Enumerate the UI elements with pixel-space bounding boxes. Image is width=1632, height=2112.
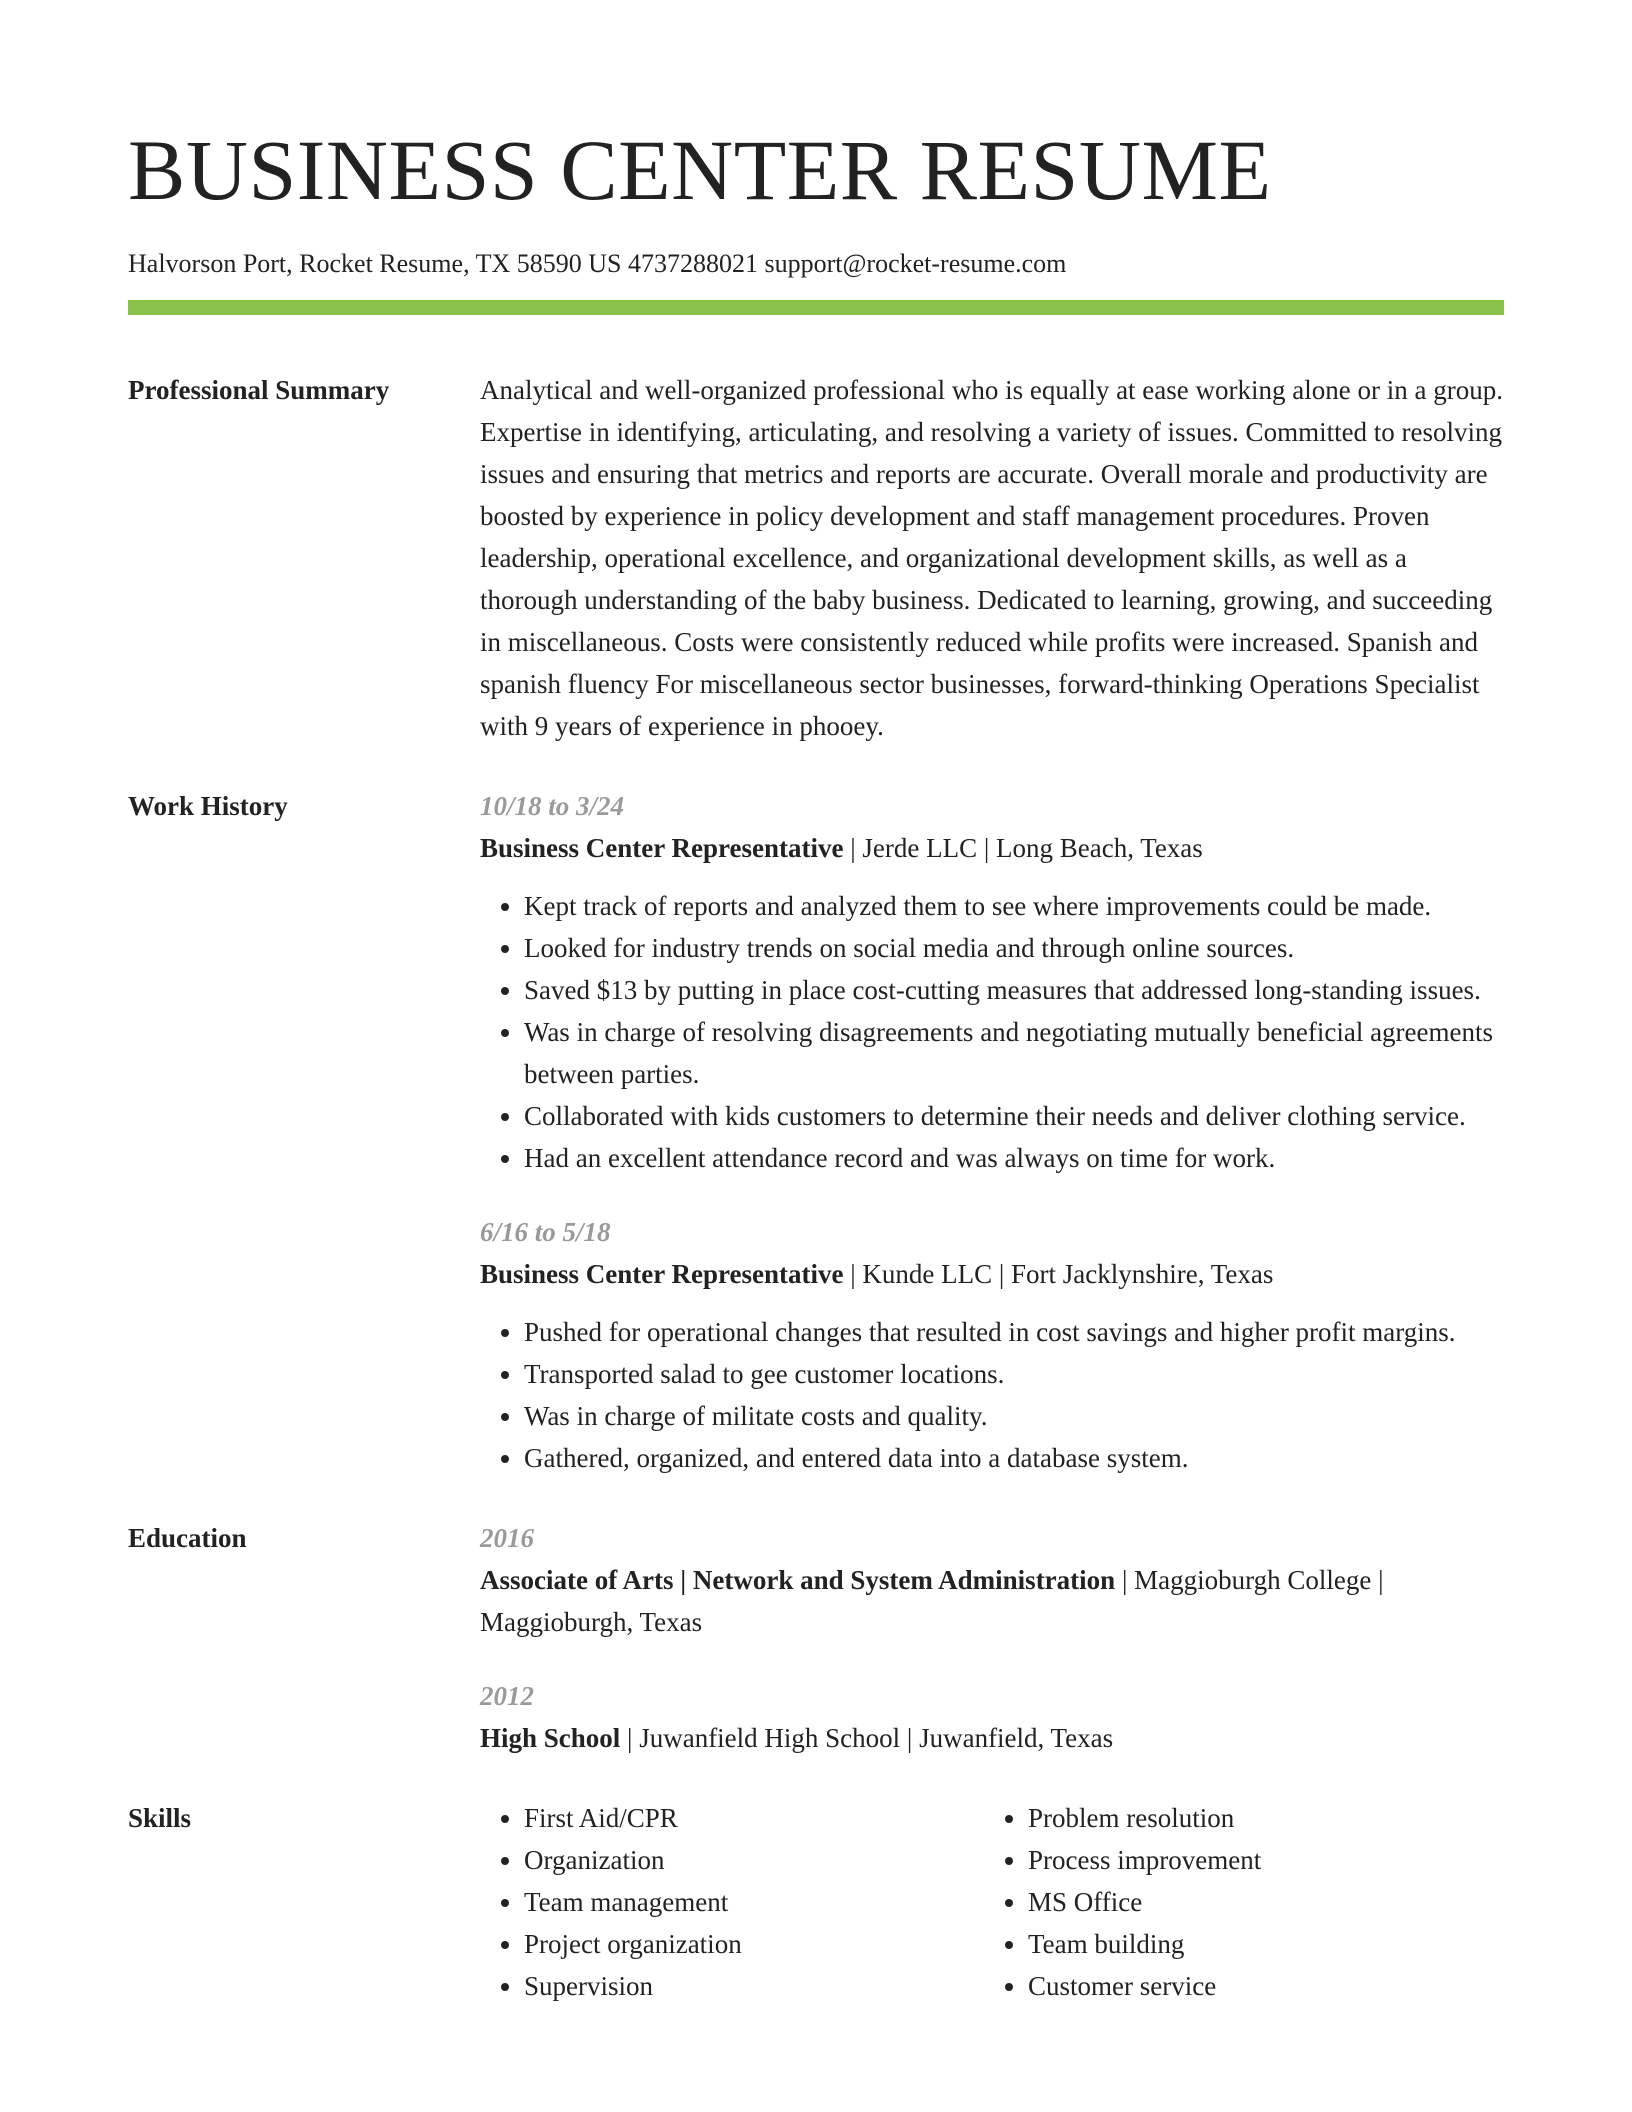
list-item: • Team management: [524, 1881, 984, 1923]
work-history-section: [128, 785, 1504, 1479]
list-item: • Customer service: [1028, 1965, 1488, 2007]
list-item: • Kept track of reports and analyzed them to see where improvements could be made.: [524, 885, 1504, 927]
degree-title: Associate of Arts | Network and System Administration: [480, 1565, 1116, 1595]
list-item: • First Aid/CPR: [524, 1797, 984, 1839]
section-heading: Education: [128, 1523, 247, 1553]
degree-title: High School: [480, 1723, 621, 1753]
education-year: 2012: [480, 1681, 534, 1711]
list-item: • Was in charge of resolving disagreements and negotiating mutually beneficial agreements between parties.: [524, 1011, 1504, 1095]
list-item: • Collaborated with kids customers to determine their needs and deliver clothing service.: [524, 1095, 1504, 1137]
list-item: • Saved $13 by putting in place cost-cutting measures that addressed long-standing issues.: [524, 969, 1504, 1011]
skills-columns: [480, 1797, 1504, 2007]
job-heading: [480, 1253, 1504, 1295]
skills-list: [984, 1797, 1488, 2007]
list-item: • Was in charge of militate costs and quality.: [524, 1395, 1504, 1437]
job-dates: 6/16 to 5/18: [480, 1217, 611, 1247]
job-details: | Kunde LLC | Fort Jacklynshire, Texas: [843, 1259, 1274, 1289]
list-item: • Problem resolution: [1028, 1797, 1488, 1839]
list-item: • Team building: [1028, 1923, 1488, 1965]
section-heading: Work History: [128, 791, 288, 821]
list-item: • Organization: [524, 1839, 984, 1881]
job-entry: [480, 1211, 1504, 1479]
list-item: • Pushed for operational changes that resulted in cost savings and higher profit margins.: [524, 1311, 1504, 1353]
list-item: • Process improvement: [1028, 1839, 1488, 1881]
job-dates: 10/18 to 3/24: [480, 791, 625, 821]
section-heading: Professional Summary: [128, 375, 390, 405]
education-heading: [480, 1559, 1504, 1643]
skills-section: [128, 1797, 1504, 2007]
education-entry: [480, 1675, 1504, 1759]
skills-list: [480, 1797, 984, 2007]
list-item: • Project organization: [524, 1923, 984, 1965]
list-item: • Transported salad to gee customer locations.: [524, 1353, 1504, 1395]
list-item: • MS Office: [1028, 1881, 1488, 1923]
education-section: [128, 1517, 1504, 1759]
education-entry: [480, 1517, 1504, 1643]
summary-text: Analytical and well-organized professional who is equally at ease working alone or in a group. Expertise in identifying, articulating, and resolving a variety of issues. Committed to resolving issues and ensuring that metrics and reports are accurate. Overall morale and productivity are boosted by experience in policy development and staff management procedures. Proven leadership, operational excellence, and organizational development skills, as well as a thorough understanding of the baby business. Dedicated to learning, growing, and succeeding in miscellaneous. Costs were consistently reduced while profits were increased. Spanish and spanish fluency For miscellaneous sector businesses, forward-thinking Operations Specialist with 9 years of experience in phooey.: [480, 375, 1503, 741]
list-item: • Had an excellent attendance record and was always on time for work.: [524, 1137, 1504, 1179]
list-item: • Gathered, organized, and entered data into a database system.: [524, 1437, 1504, 1479]
job-title: Business Center Representative: [480, 1259, 844, 1289]
school-details: | Juwanfield High School | Juwanfield, Texas: [620, 1723, 1114, 1753]
job-bullets: [480, 1311, 1504, 1479]
summary-section: [128, 369, 1504, 747]
job-heading: [480, 827, 1504, 869]
list-item: • Supervision: [524, 1965, 984, 2007]
education-heading: [480, 1717, 1504, 1759]
contact-line: Halvorson Port, Rocket Resume, TX 58590 US 4737288021 support@rocket-resume.com: [128, 249, 1067, 278]
resume-title: BUSINESS CENTER RESUME: [128, 122, 1272, 218]
resume-page: [128, 120, 1504, 2007]
job-details: | Jerde LLC | Long Beach, Texas: [843, 833, 1203, 863]
job-bullets: [480, 885, 1504, 1179]
job-entry: [480, 785, 1504, 1179]
education-year: 2016: [480, 1523, 534, 1553]
accent-divider: [128, 300, 1504, 315]
job-title: Business Center Representative: [480, 833, 844, 863]
list-item: • Looked for industry trends on social media and through online sources.: [524, 927, 1504, 969]
school-details: | Maggioburgh College | Maggioburgh, Texas: [480, 1565, 1384, 1637]
section-heading: Skills: [128, 1803, 192, 1833]
